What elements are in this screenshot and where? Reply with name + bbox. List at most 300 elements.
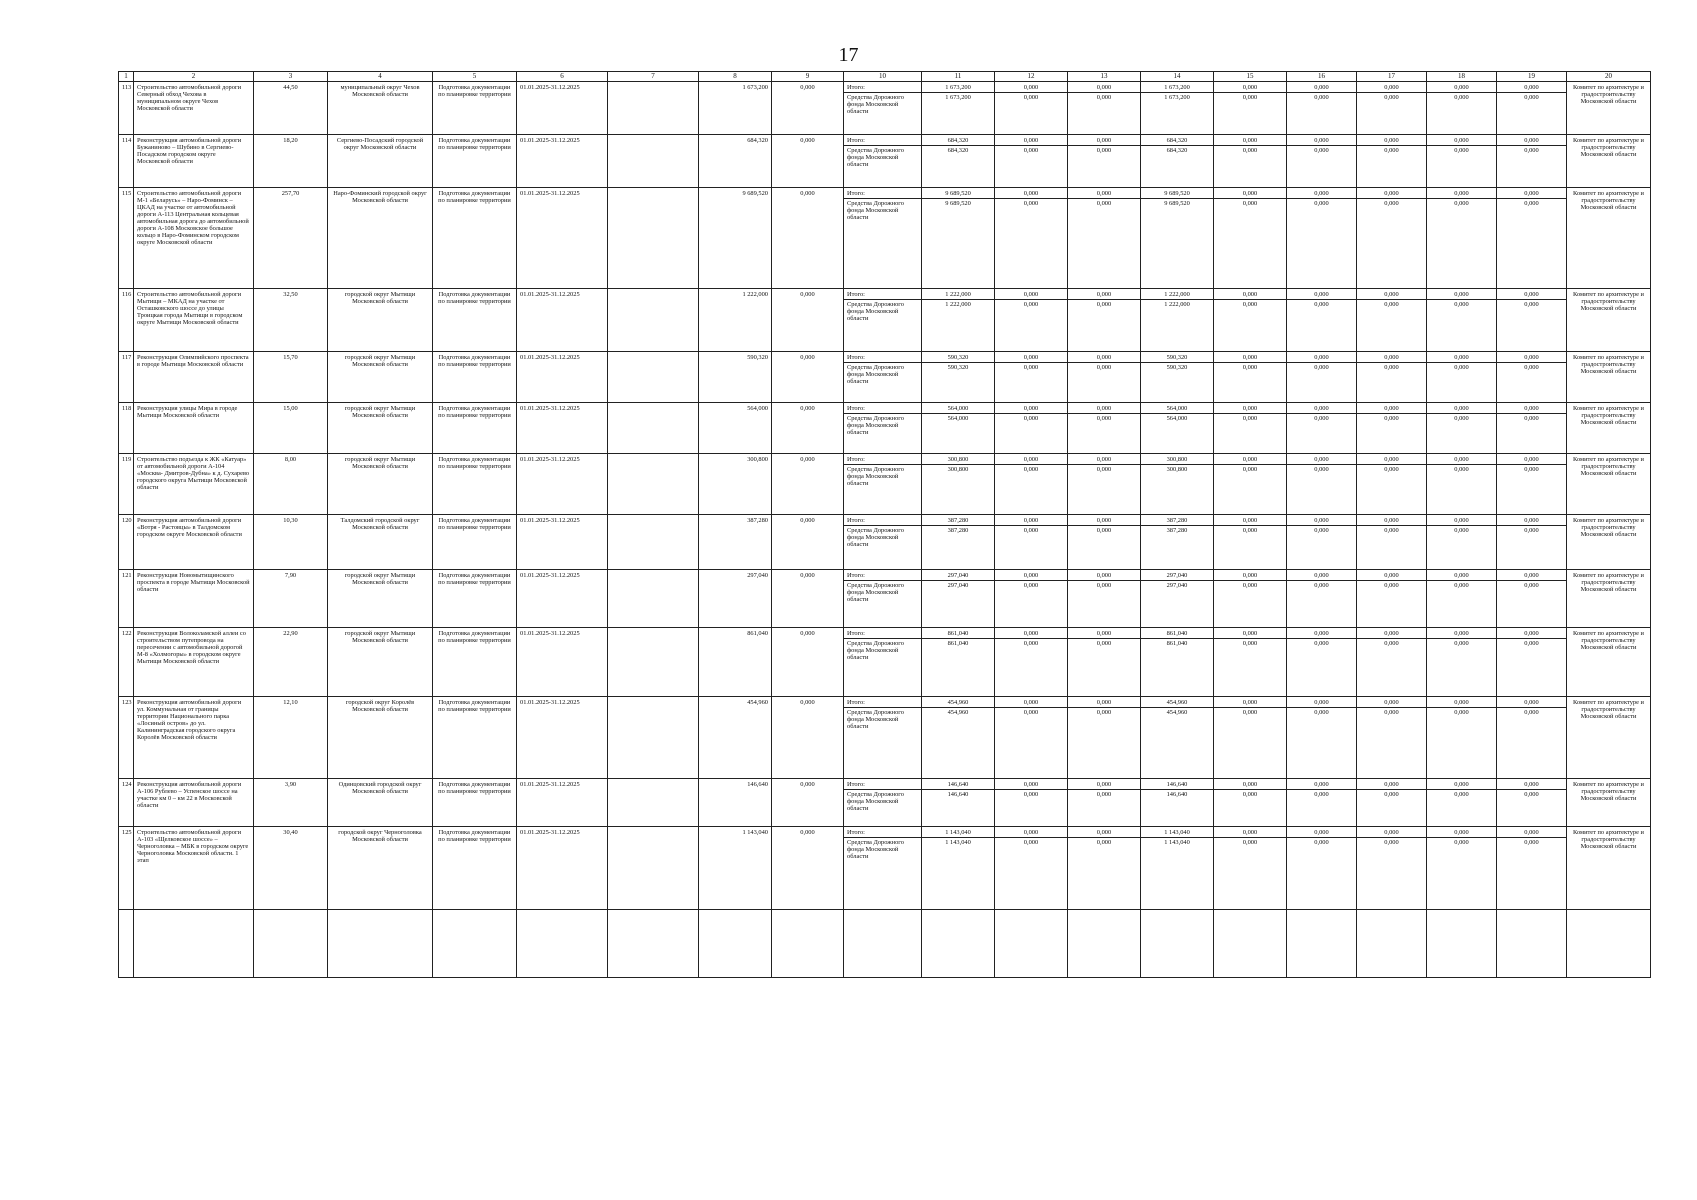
amount-col-13-fund: 0,000 bbox=[1096, 791, 1112, 798]
amount-col-17-total: 0,000 bbox=[1357, 188, 1426, 199]
amount-col-11-total: 300,800 bbox=[922, 454, 994, 465]
amount-col-12-total: 0,000 bbox=[995, 352, 1067, 363]
amount-col-16-total: 0,000 bbox=[1287, 779, 1356, 790]
amount-col-16-total: 0,000 bbox=[1287, 454, 1356, 465]
amount-col-12-total: 0,000 bbox=[995, 82, 1067, 93]
column-8-value: 454,960 bbox=[747, 699, 768, 706]
amount-col-19-total: 0,000 bbox=[1497, 135, 1566, 146]
column-8-value: 300,800 bbox=[747, 456, 768, 463]
amount-col-18-total: 0,000 bbox=[1427, 570, 1496, 581]
amount-col-12-total: 0,000 bbox=[995, 135, 1067, 146]
amount-col-15-fund: 0,000 bbox=[1242, 415, 1258, 422]
amount-col-19-fund: 0,000 bbox=[1524, 466, 1539, 473]
amount-col-14-fund: 146,640 bbox=[1166, 791, 1188, 798]
municipality: Талдомский городской округ Московской области bbox=[340, 517, 420, 531]
amount-col-11-total: 454,960 bbox=[922, 697, 994, 708]
amount-col-16-total: 0,000 bbox=[1287, 82, 1356, 93]
row-number: 116 bbox=[122, 291, 132, 298]
column-8-value: 564,000 bbox=[747, 405, 768, 412]
funding-source-total: Итого: bbox=[844, 188, 921, 199]
work-stage: Подготовка документации по планировке территории bbox=[438, 405, 511, 419]
amount-col-12-total: 0,000 bbox=[995, 454, 1067, 465]
column-number-row bbox=[119, 72, 1651, 82]
municipality: Сергиево-Посадский городской округ Московской области bbox=[336, 137, 424, 151]
amount-col-13-fund: 0,000 bbox=[1096, 147, 1112, 154]
column-number: 16 bbox=[1287, 72, 1357, 82]
amount-col-16-fund: 0,000 bbox=[1314, 415, 1329, 422]
amount-col-17-fund: 0,000 bbox=[1384, 582, 1399, 589]
funding-source-fund: Средства Дорожного фонда Московской области bbox=[847, 582, 904, 603]
amount-col-15-total: 0,000 bbox=[1214, 779, 1286, 790]
amount-col-16-total: 0,000 bbox=[1287, 515, 1356, 526]
amount-col-19-fund: 0,000 bbox=[1524, 640, 1539, 647]
column-7-value bbox=[608, 515, 698, 517]
amount-col-11-fund: 861,040 bbox=[947, 640, 969, 647]
row-number: 124 bbox=[122, 781, 132, 788]
column-7-value bbox=[608, 570, 698, 572]
amount-col-13-total: 0,000 bbox=[1068, 289, 1140, 300]
amount-col-14-fund: 1 143,040 bbox=[1164, 839, 1190, 846]
amount-col-15-total: 0,000 bbox=[1214, 352, 1286, 363]
amount-col-19-fund: 0,000 bbox=[1524, 147, 1539, 154]
amount-col-18-total: 0,000 bbox=[1427, 779, 1496, 790]
amount-col-14-fund: 684,320 bbox=[1166, 147, 1188, 154]
amount-col-17-total: 0,000 bbox=[1357, 454, 1426, 465]
amount-col-17-fund: 0,000 bbox=[1384, 415, 1399, 422]
table-row bbox=[119, 515, 1651, 570]
funding-source-fund: Средства Дорожного фонда Московской области bbox=[847, 147, 904, 168]
amount-col-16-total: 0,000 bbox=[1287, 697, 1356, 708]
column-7-value bbox=[608, 352, 698, 354]
amount-col-19-total: 0,000 bbox=[1497, 827, 1566, 838]
amount-col-15-fund: 0,000 bbox=[1242, 301, 1258, 308]
column-number: 10 bbox=[844, 72, 922, 82]
amount-col-12-fund: 0,000 bbox=[1023, 839, 1039, 846]
municipality: городской округ Мытищи Московской области bbox=[344, 630, 416, 644]
amount-col-19-total: 0,000 bbox=[1497, 403, 1566, 414]
amount-col-12-fund: 0,000 bbox=[1023, 364, 1039, 371]
row-number: 120 bbox=[122, 517, 132, 524]
amount-col-11-total: 1 143,040 bbox=[922, 827, 994, 838]
amount-col-12-total: 0,000 bbox=[995, 779, 1067, 790]
amount-col-11-fund: 9 689,520 bbox=[945, 200, 971, 207]
funding-source-fund: Средства Дорожного фонда Московской области bbox=[847, 301, 904, 322]
object-name: Реконструкция улицы Мира в городе Мытищи Московской области bbox=[137, 405, 238, 419]
amount-col-17-fund: 0,000 bbox=[1384, 301, 1399, 308]
object-name: Строительство подъезда к ЖК «Катуар» от автомобильной дороги А-104 «Москва- Дмитров-Дубна» к д. Сухарево городского округа Мытищи Московской области bbox=[137, 456, 250, 491]
funding-source-fund: Средства Дорожного фонда Московской области bbox=[847, 94, 904, 115]
amount-col-13-total: 0,000 bbox=[1068, 570, 1140, 581]
column-number: 4 bbox=[328, 72, 433, 82]
amount-col-11-fund: 1 143,040 bbox=[945, 839, 971, 846]
work-stage: Подготовка документации по планировке территории bbox=[438, 84, 511, 98]
amount-col-14-total: 9 689,520 bbox=[1141, 188, 1213, 199]
funding-source-total: Итого: bbox=[844, 515, 921, 526]
amount-col-18-fund: 0,000 bbox=[1454, 527, 1469, 534]
amount-col-15-fund: 0,000 bbox=[1242, 200, 1258, 207]
amount-col-14-total: 300,800 bbox=[1141, 454, 1213, 465]
amount-col-18-total: 0,000 bbox=[1427, 188, 1496, 199]
amount-col-19-fund: 0,000 bbox=[1524, 301, 1539, 308]
work-stage: Подготовка документации по планировке территории bbox=[438, 190, 511, 204]
amount-col-12-fund: 0,000 bbox=[1023, 147, 1039, 154]
amount-col-18-total: 0,000 bbox=[1427, 82, 1496, 93]
column-8-value: 590,320 bbox=[747, 354, 768, 361]
amount-col-13-fund: 0,000 bbox=[1096, 94, 1112, 101]
table-row bbox=[119, 779, 1651, 827]
amount-col-12-fund: 0,000 bbox=[1023, 527, 1039, 534]
municipality: городской округ Мытищи Московской области bbox=[344, 572, 416, 586]
work-period: 01.01.2025-31.12.2025 bbox=[520, 781, 580, 788]
amount-col-11-total: 564,000 bbox=[922, 403, 994, 414]
amount-col-12-fund: 0,000 bbox=[1023, 415, 1039, 422]
funding-source-total: Итого: bbox=[844, 289, 921, 300]
amount-col-13-total: 0,000 bbox=[1068, 827, 1140, 838]
amount-col-19-total: 0,000 bbox=[1497, 779, 1566, 790]
column-number: 6 bbox=[517, 72, 608, 82]
amount-col-15-total: 0,000 bbox=[1214, 403, 1286, 414]
responsible-body: Комитет по архитектуре и градостроительству Московской области bbox=[1573, 137, 1644, 158]
amount-col-12-total: 0,000 bbox=[995, 515, 1067, 526]
object-name: Реконструкция Волоколамской аллеи со строительством путепровода на пересечении с автомобильной дорогой М-8 «Холмогоры» в городском округе Мытищи Московской области bbox=[137, 630, 246, 665]
column-8-value: 684,320 bbox=[747, 137, 768, 144]
funding-source-total: Итого: bbox=[844, 779, 921, 790]
page-number: 17 bbox=[838, 44, 859, 66]
amount-col-16-fund: 0,000 bbox=[1314, 364, 1329, 371]
amount-col-13-total: 0,000 bbox=[1068, 403, 1140, 414]
column-9-value: 0,000 bbox=[800, 572, 815, 579]
amount-col-14-fund: 454,960 bbox=[1166, 709, 1188, 716]
amount-col-15-fund: 0,000 bbox=[1242, 147, 1258, 154]
amount-col-13-total: 0,000 bbox=[1068, 82, 1140, 93]
responsible-body: Комитет по архитектуре и градостроительству Московской области bbox=[1573, 190, 1644, 211]
amount-col-16-total: 0,000 bbox=[1287, 135, 1356, 146]
amount-col-16-fund: 0,000 bbox=[1314, 791, 1329, 798]
work-period: 01.01.2025-31.12.2025 bbox=[520, 456, 580, 463]
object-name: Реконструкция Новомытищинского проспекта в городе Мытищи Московской области bbox=[137, 572, 250, 593]
row-number: 125 bbox=[122, 829, 132, 836]
amount-col-14-total: 146,640 bbox=[1141, 779, 1213, 790]
amount-col-14-total: 564,000 bbox=[1141, 403, 1213, 414]
object-length: 22,90 bbox=[283, 630, 298, 637]
row-number: 119 bbox=[122, 456, 132, 463]
amount-col-18-fund: 0,000 bbox=[1454, 147, 1469, 154]
amount-col-15-fund: 0,000 bbox=[1242, 94, 1258, 101]
amount-col-18-fund: 0,000 bbox=[1454, 582, 1469, 589]
amount-col-19-total: 0,000 bbox=[1497, 188, 1566, 199]
amount-col-14-fund: 300,800 bbox=[1166, 466, 1188, 473]
amount-col-12-fund: 0,000 bbox=[1023, 791, 1039, 798]
amount-col-16-total: 0,000 bbox=[1287, 289, 1356, 300]
column-8-value: 1 143,040 bbox=[742, 829, 768, 836]
responsible-body: Комитет по архитектуре и градостроительству Московской области bbox=[1573, 405, 1644, 426]
column-number: 8 bbox=[699, 72, 772, 82]
amount-col-13-total: 0,000 bbox=[1068, 352, 1140, 363]
amount-col-16-fund: 0,000 bbox=[1314, 147, 1329, 154]
column-number: 19 bbox=[1497, 72, 1567, 82]
amount-col-14-total: 1 143,040 bbox=[1141, 827, 1213, 838]
funding-source-total: Итого: bbox=[844, 628, 921, 639]
column-number: 17 bbox=[1357, 72, 1427, 82]
amount-col-18-total: 0,000 bbox=[1427, 289, 1496, 300]
amount-col-18-fund: 0,000 bbox=[1454, 364, 1469, 371]
amount-col-13-fund: 0,000 bbox=[1096, 640, 1112, 647]
amount-col-18-total: 0,000 bbox=[1427, 454, 1496, 465]
work-period: 01.01.2025-31.12.2025 bbox=[520, 291, 580, 298]
amount-col-18-fund: 0,000 bbox=[1454, 640, 1469, 647]
amount-col-11-total: 387,280 bbox=[922, 515, 994, 526]
responsible-body: Комитет по архитектуре и градостроительству Московской области bbox=[1573, 517, 1644, 538]
object-name: Строительство автомобильной дороги Мытищи – МКАД на участке от Осташковского шоссе до улицы Троицкая города Мытищи в городском округе Мытищи Московской области bbox=[137, 291, 243, 326]
funding-source-fund: Средства Дорожного фонда Московской области bbox=[847, 709, 904, 730]
funding-source-fund: Средства Дорожного фонда Московской области bbox=[847, 415, 904, 436]
amount-col-14-total: 1 673,200 bbox=[1141, 82, 1213, 93]
responsible-body: Комитет по архитектуре и градостроительству Московской области bbox=[1573, 291, 1644, 312]
amount-col-12-fund: 0,000 bbox=[1023, 709, 1039, 716]
amount-col-19-fund: 0,000 bbox=[1524, 839, 1539, 846]
funding-source-fund: Средства Дорожного фонда Московской области bbox=[847, 364, 904, 385]
amount-col-11-total: 684,320 bbox=[922, 135, 994, 146]
work-period: 01.01.2025-31.12.2025 bbox=[520, 190, 580, 197]
object-length: 32,50 bbox=[283, 291, 298, 298]
column-9-value: 0,000 bbox=[800, 630, 815, 637]
column-number: 5 bbox=[433, 72, 517, 82]
amount-col-19-fund: 0,000 bbox=[1524, 791, 1539, 798]
amount-col-14-fund: 297,040 bbox=[1166, 582, 1188, 589]
amount-col-14-fund: 1 673,200 bbox=[1164, 94, 1190, 101]
amount-col-16-fund: 0,000 bbox=[1314, 200, 1329, 207]
amount-col-17-total: 0,000 bbox=[1357, 697, 1426, 708]
amount-col-14-total: 590,320 bbox=[1141, 352, 1213, 363]
column-9-value: 0,000 bbox=[800, 517, 815, 524]
municipality: городской округ Черноголовка Московской области bbox=[338, 829, 422, 843]
amount-col-18-total: 0,000 bbox=[1427, 515, 1496, 526]
amount-col-13-fund: 0,000 bbox=[1096, 466, 1112, 473]
amount-col-18-total: 0,000 bbox=[1427, 628, 1496, 639]
amount-col-13-total: 0,000 bbox=[1068, 188, 1140, 199]
column-9-value: 0,000 bbox=[800, 699, 815, 706]
object-length: 10,30 bbox=[283, 517, 298, 524]
column-number: 3 bbox=[254, 72, 328, 82]
amount-col-19-fund: 0,000 bbox=[1524, 582, 1539, 589]
amount-col-13-fund: 0,000 bbox=[1096, 709, 1112, 716]
funding-source-fund: Средства Дорожного фонда Московской области bbox=[847, 640, 904, 661]
column-7-value bbox=[608, 697, 698, 699]
amount-col-11-fund: 1 673,200 bbox=[945, 94, 971, 101]
amount-col-13-total: 0,000 bbox=[1068, 515, 1140, 526]
amount-col-11-fund: 684,320 bbox=[947, 147, 969, 154]
column-9-value: 0,000 bbox=[800, 456, 815, 463]
amount-col-18-total: 0,000 bbox=[1427, 352, 1496, 363]
amount-col-11-fund: 300,800 bbox=[947, 466, 969, 473]
amount-col-14-total: 297,040 bbox=[1141, 570, 1213, 581]
amount-col-17-fund: 0,000 bbox=[1384, 147, 1399, 154]
amount-col-12-total: 0,000 bbox=[995, 697, 1067, 708]
amount-col-12-total: 0,000 bbox=[995, 289, 1067, 300]
amount-col-15-total: 0,000 bbox=[1214, 515, 1286, 526]
amount-col-19-total: 0,000 bbox=[1497, 515, 1566, 526]
municipality: муниципальный округ Чехов Московской области bbox=[340, 84, 420, 98]
amount-col-13-total: 0,000 bbox=[1068, 779, 1140, 790]
amount-col-19-total: 0,000 bbox=[1497, 82, 1566, 93]
amount-col-15-total: 0,000 bbox=[1214, 570, 1286, 581]
amount-col-17-total: 0,000 bbox=[1357, 403, 1426, 414]
amount-col-15-total: 0,000 bbox=[1214, 82, 1286, 93]
column-number: 20 bbox=[1567, 72, 1651, 82]
amount-col-16-fund: 0,000 bbox=[1314, 301, 1329, 308]
responsible-body: Комитет по архитектуре и градостроительству Московской области bbox=[1573, 572, 1644, 593]
municipality: Одинцовский городской округ Московской области bbox=[338, 781, 422, 795]
funding-source-fund: Средства Дорожного фонда Московской области bbox=[847, 527, 904, 548]
funding-source-total: Итого: bbox=[844, 82, 921, 93]
amount-col-11-fund: 297,040 bbox=[947, 582, 969, 589]
work-period: 01.01.2025-31.12.2025 bbox=[520, 137, 580, 144]
amount-col-15-total: 0,000 bbox=[1214, 188, 1286, 199]
amount-col-11-total: 590,320 bbox=[922, 352, 994, 363]
amount-col-15-fund: 0,000 bbox=[1242, 466, 1258, 473]
amount-col-15-fund: 0,000 bbox=[1242, 582, 1258, 589]
responsible-body: Комитет по архитектуре и градостроительству Московской области bbox=[1573, 630, 1644, 651]
object-name: Строительство автомобильной дороги А-103 «Щелковское шоссе» – Черноголовка – МБК в городском округе Черноголовка Московской области. 1 этап bbox=[137, 829, 249, 864]
column-number: 18 bbox=[1427, 72, 1497, 82]
empty-row bbox=[119, 910, 1651, 978]
object-length: 15,00 bbox=[283, 405, 298, 412]
amount-col-12-total: 0,000 bbox=[995, 628, 1067, 639]
amount-col-16-total: 0,000 bbox=[1287, 403, 1356, 414]
object-name: Строительство автомобильной дороги М-1 «Беларусь» – Наро-Фоминск – ЦКАД на участке от автомобильной дороги А-113 Центральная кольцевая автомобильная дорога до автомобильной дороги А-108 Московское большое кольцо в Наро-Фоминском городском округе Московской области bbox=[137, 190, 249, 246]
funding-source-total: Итого: bbox=[844, 454, 921, 465]
amount-col-15-fund: 0,000 bbox=[1242, 709, 1258, 716]
amount-col-14-total: 861,040 bbox=[1141, 628, 1213, 639]
work-stage: Подготовка документации по планировке территории bbox=[438, 699, 511, 713]
amount-col-12-total: 0,000 bbox=[995, 570, 1067, 581]
column-8-value: 1 222,000 bbox=[742, 291, 768, 298]
table-row bbox=[119, 570, 1651, 628]
table-row bbox=[119, 454, 1651, 515]
amount-col-19-fund: 0,000 bbox=[1524, 364, 1539, 371]
amount-col-13-fund: 0,000 bbox=[1096, 582, 1112, 589]
amount-col-16-fund: 0,000 bbox=[1314, 466, 1329, 473]
work-stage: Подготовка документации по планировке территории bbox=[438, 137, 511, 151]
funding-source-fund: Средства Дорожного фонда Московской области bbox=[847, 791, 904, 812]
amount-col-17-fund: 0,000 bbox=[1384, 527, 1399, 534]
amount-col-17-fund: 0,000 bbox=[1384, 839, 1399, 846]
amount-col-17-fund: 0,000 bbox=[1384, 791, 1399, 798]
table-row bbox=[119, 188, 1651, 289]
column-8-value: 387,280 bbox=[747, 517, 768, 524]
amount-col-17-total: 0,000 bbox=[1357, 628, 1426, 639]
column-9-value: 0,000 bbox=[800, 405, 815, 412]
funding-source-fund: Средства Дорожного фонда Московской области bbox=[847, 466, 904, 487]
amount-col-13-total: 0,000 bbox=[1068, 628, 1140, 639]
amount-col-14-total: 454,960 bbox=[1141, 697, 1213, 708]
object-length: 44,50 bbox=[283, 84, 298, 91]
amount-col-12-fund: 0,000 bbox=[1023, 94, 1039, 101]
amount-col-11-total: 1 222,000 bbox=[922, 289, 994, 300]
table-row bbox=[119, 403, 1651, 454]
funding-source-total: Итого: bbox=[844, 827, 921, 838]
column-7-value bbox=[608, 454, 698, 456]
amount-col-18-fund: 0,000 bbox=[1454, 466, 1469, 473]
amount-col-13-total: 0,000 bbox=[1068, 135, 1140, 146]
road-projects-table bbox=[118, 71, 1651, 978]
column-9-value: 0,000 bbox=[800, 291, 815, 298]
column-number: 12 bbox=[995, 72, 1068, 82]
amount-col-16-fund: 0,000 bbox=[1314, 527, 1329, 534]
amount-col-18-fund: 0,000 bbox=[1454, 791, 1469, 798]
work-period: 01.01.2025-31.12.2025 bbox=[520, 829, 580, 836]
amount-col-13-fund: 0,000 bbox=[1096, 527, 1112, 534]
amount-col-17-total: 0,000 bbox=[1357, 135, 1426, 146]
amount-col-14-total: 387,280 bbox=[1141, 515, 1213, 526]
amount-col-14-total: 684,320 bbox=[1141, 135, 1213, 146]
row-number: 121 bbox=[122, 572, 132, 579]
responsible-body: Комитет по архитектуре и градостроительству Московской области bbox=[1573, 781, 1644, 802]
responsible-body: Комитет по архитектуре и градостроительству Московской области bbox=[1573, 456, 1644, 477]
funding-source-total: Итого: bbox=[844, 570, 921, 581]
amount-col-16-total: 0,000 bbox=[1287, 827, 1356, 838]
amount-col-14-fund: 564,000 bbox=[1166, 415, 1188, 422]
amount-col-11-fund: 146,640 bbox=[947, 791, 969, 798]
amount-col-13-fund: 0,000 bbox=[1096, 415, 1112, 422]
amount-col-16-fund: 0,000 bbox=[1314, 640, 1329, 647]
object-length: 7,90 bbox=[284, 572, 297, 579]
municipality: городской округ Мытищи Московской области bbox=[344, 456, 416, 470]
amount-col-15-total: 0,000 bbox=[1214, 135, 1286, 146]
work-stage: Подготовка документации по планировке территории bbox=[438, 354, 511, 368]
column-7-value bbox=[608, 403, 698, 405]
amount-col-18-fund: 0,000 bbox=[1454, 94, 1469, 101]
amount-col-16-total: 0,000 bbox=[1287, 570, 1356, 581]
amount-col-13-fund: 0,000 bbox=[1096, 839, 1112, 846]
amount-col-14-fund: 9 689,520 bbox=[1164, 200, 1190, 207]
responsible-body: Комитет по архитектуре и градостроительству Московской области bbox=[1573, 829, 1644, 850]
row-number: 113 bbox=[122, 84, 132, 91]
object-name: Реконструкция автомобильной дороги Бужаниново – Шубино в Сергиево-Посадском городском округе Московской области bbox=[137, 137, 242, 165]
row-number: 115 bbox=[122, 190, 132, 197]
column-8-value: 146,640 bbox=[747, 781, 768, 788]
amount-col-12-total: 0,000 bbox=[995, 188, 1067, 199]
column-number: 15 bbox=[1214, 72, 1287, 82]
row-number: 117 bbox=[122, 354, 132, 361]
amount-col-17-total: 0,000 bbox=[1357, 82, 1426, 93]
column-8-value: 9 689,520 bbox=[742, 190, 768, 197]
object-name: Строительство автомобильной дороги Северный обход Чехова в муниципальном округе Чехов Московской области bbox=[137, 84, 241, 112]
amount-col-17-fund: 0,000 bbox=[1384, 709, 1399, 716]
municipality: Наро-Фоминский городской округ Московской области bbox=[333, 190, 427, 204]
amount-col-17-fund: 0,000 bbox=[1384, 466, 1399, 473]
responsible-body: Комитет по архитектуре и градостроительству Московской области bbox=[1573, 84, 1644, 105]
table-row bbox=[119, 628, 1651, 697]
column-8-value: 297,040 bbox=[747, 572, 768, 579]
amount-col-18-total: 0,000 bbox=[1427, 697, 1496, 708]
amount-col-11-fund: 564,000 bbox=[947, 415, 969, 422]
amount-col-11-fund: 387,280 bbox=[947, 527, 969, 534]
amount-col-15-fund: 0,000 bbox=[1242, 640, 1258, 647]
amount-col-17-total: 0,000 bbox=[1357, 515, 1426, 526]
amount-col-17-total: 0,000 bbox=[1357, 289, 1426, 300]
amount-col-18-fund: 0,000 bbox=[1454, 709, 1469, 716]
amount-col-15-total: 0,000 bbox=[1214, 827, 1286, 838]
amount-col-12-total: 0,000 bbox=[995, 403, 1067, 414]
funding-source-total: Итого: bbox=[844, 697, 921, 708]
amount-col-15-fund: 0,000 bbox=[1242, 527, 1258, 534]
object-length: 30,40 bbox=[283, 829, 298, 836]
amount-col-18-fund: 0,000 bbox=[1454, 200, 1469, 207]
column-7-value bbox=[608, 779, 698, 781]
amount-col-17-total: 0,000 bbox=[1357, 570, 1426, 581]
amount-col-19-fund: 0,000 bbox=[1524, 94, 1539, 101]
